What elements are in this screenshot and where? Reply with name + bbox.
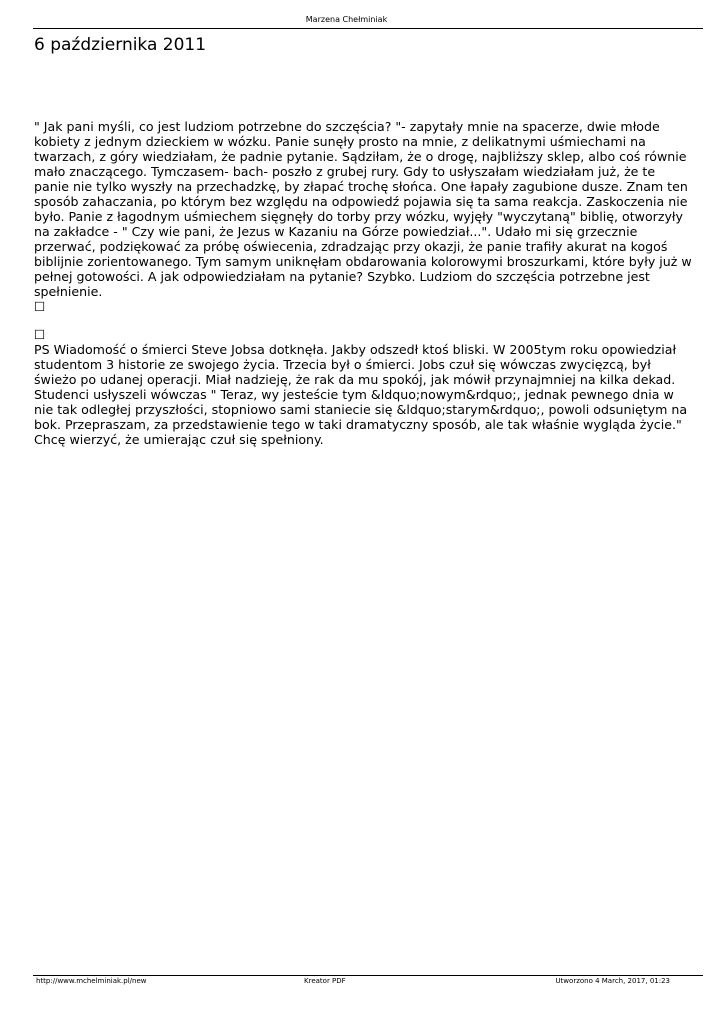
post-paragraph: " Jak pani myśli, co jest ludziom potrzebne do szczęścia? "- zapytały mnie na spacerze, dwie młode kobiety z jednym dzieckiem w wózku. Panie sunęły prosto na mnie, z delikatnymi uśmiechami na twarzach, z góry wiedziałam, że padnie pytanie. Sądziłam, że o drogę, najbliższy sklep, albo coś równie mało znaczącego. Tymczasem- bach- poszło z grubej rury. Gdy to usłyszałam wiedziałam już, że te panie nie tylko wyszły na przechadzkę, by złapać trochę słońca. One łapały zagubione dusze. Znam ten sposób zahaczania, po którym bez względu na odpowiedź pojawia się ta sama reakcja. Zaskoczenia nie było. Panie z łagodnym uśmiechem sięgnęły do torby przy wózku, wyjęły "wyczytaną" biblię, otworzyły na zakładce - " Czy wie pani, że Jezus w Kazaniu na Górze powiedział...". Udało mi się grzecznie przerwać, podziękować za próbę oświecenia, zdradzając przy okazji, że panie trafiły akurat na kogoś biblijnie zorientowanego. Tym samym uniknęłam obdarowania kolorowymi broszurkami, które były już w pełnej gotowości. A jak odpowiedziałam na pytanie? Szybko. Ludziom do szczęścia potrzebne jest spełnienie. [34, 119, 692, 299]
page-footer [0, 968, 725, 998]
post-paragraph-ps: PS Wiadomość o śmierci Steve Jobsa dotknęła. Jakby odszedł ktoś bliski. W 2005tym roku opowiedział studentom 3 historie ze swojego życia. Trzecia był o śmierci. Jobs czuł się wówczas zwycięzcą, był świeżo po udanej operacji. Miał nadzieję, że rak da mu spokój, jak mówił przynajmniej na kilka dekad. Studenci usłyszeli wówczas " Teraz, wy jesteście tym &ldquo;nowym&rdquo;, jednak pewnego dnia w nie tak odległej przyszłości, stopniowo sami staniecie się &ldquo;starym&rdquo;, powoli odsuniętym na bok. Przepraszam, za przedstawienie tego w taki dramatyczny sposób, ale tak właśnie wygląda życie." Chcę wierzyć, że umierając czuł się spełniony. [34, 342, 688, 447]
post-body [34, 119, 694, 447]
page-header [0, 0, 725, 30]
post-title: 6 października 2011 [34, 35, 207, 55]
footer-generator: Kreator PDF [304, 977, 346, 985]
footer-url-link[interactable]: http://www.mchelminiak.pl/new [36, 977, 147, 985]
paragraph-spacer [34, 314, 694, 327]
header-divider [33, 28, 703, 29]
checkbox-glyph-icon: ☐ [34, 327, 46, 342]
header-author: Marzena Chełminiak [305, 15, 388, 24]
footer-divider [33, 975, 703, 976]
checkbox-glyph-icon: ☐ [34, 299, 46, 314]
footer-created-date: Utworzono 4 March, 2017, 01:23 [555, 977, 670, 985]
